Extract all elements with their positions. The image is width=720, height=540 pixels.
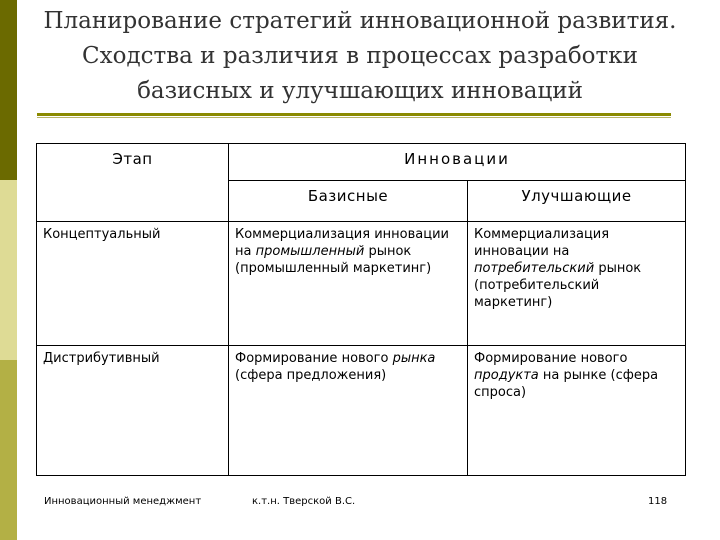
title-divider: [37, 113, 671, 116]
header-innovations: Инновации: [229, 144, 686, 181]
cell-text: Формирование нового: [474, 351, 628, 366]
basic-cell: [229, 346, 468, 476]
table-header-row: [37, 144, 686, 181]
stage-cell: Дистрибутивный: [37, 346, 229, 476]
cell-text: Коммерциализация инновации на: [474, 227, 610, 259]
title-line-1: Планирование стратегий инновационной развития.: [43, 8, 677, 34]
cell-text: рынок (потребительский маркетинг): [474, 261, 642, 310]
basic-cell: [229, 222, 468, 346]
title-line-3: базисных и улучшающих инноваций: [137, 78, 583, 104]
stage-cell: Концептуальный: [37, 222, 229, 346]
improving-cell: [468, 346, 686, 476]
footer-page-number: 118: [648, 496, 668, 507]
comparison-table: [36, 143, 686, 476]
title-line-2: Сходства и различия в процессах разработки: [82, 43, 638, 69]
table-row: [37, 346, 686, 476]
header-basic: Базисные: [229, 181, 468, 222]
decor-stripe-middle: [0, 180, 17, 360]
title-divider-thin: [37, 117, 671, 118]
slide-title: [30, 4, 690, 109]
header-improving: Улучшающие: [468, 181, 686, 222]
header-stage: Этап: [37, 144, 229, 222]
cell-text: Коммерциализация инновации на: [235, 227, 449, 259]
table-row: [37, 222, 686, 346]
cell-text: (сфера предложения): [235, 368, 387, 383]
cell-emphasis: промышленный: [255, 244, 365, 259]
cell-emphasis: продукта: [474, 368, 539, 383]
footer-course: Инновационный менеджмент: [44, 496, 202, 507]
cell-emphasis: потребительский: [474, 261, 595, 276]
cell-text: Формирование нового: [235, 351, 393, 366]
cell-text: на рынке (сфера спроса): [474, 368, 659, 400]
cell-text: рынок (промышленный маркетинг): [235, 244, 432, 276]
footer-author: к.т.н. Тверской В.С.: [252, 496, 356, 507]
decor-stripe-top: [0, 0, 17, 180]
decor-stripe-bottom: [0, 360, 17, 540]
improving-cell: [468, 222, 686, 346]
cell-emphasis: рынка: [392, 351, 436, 366]
